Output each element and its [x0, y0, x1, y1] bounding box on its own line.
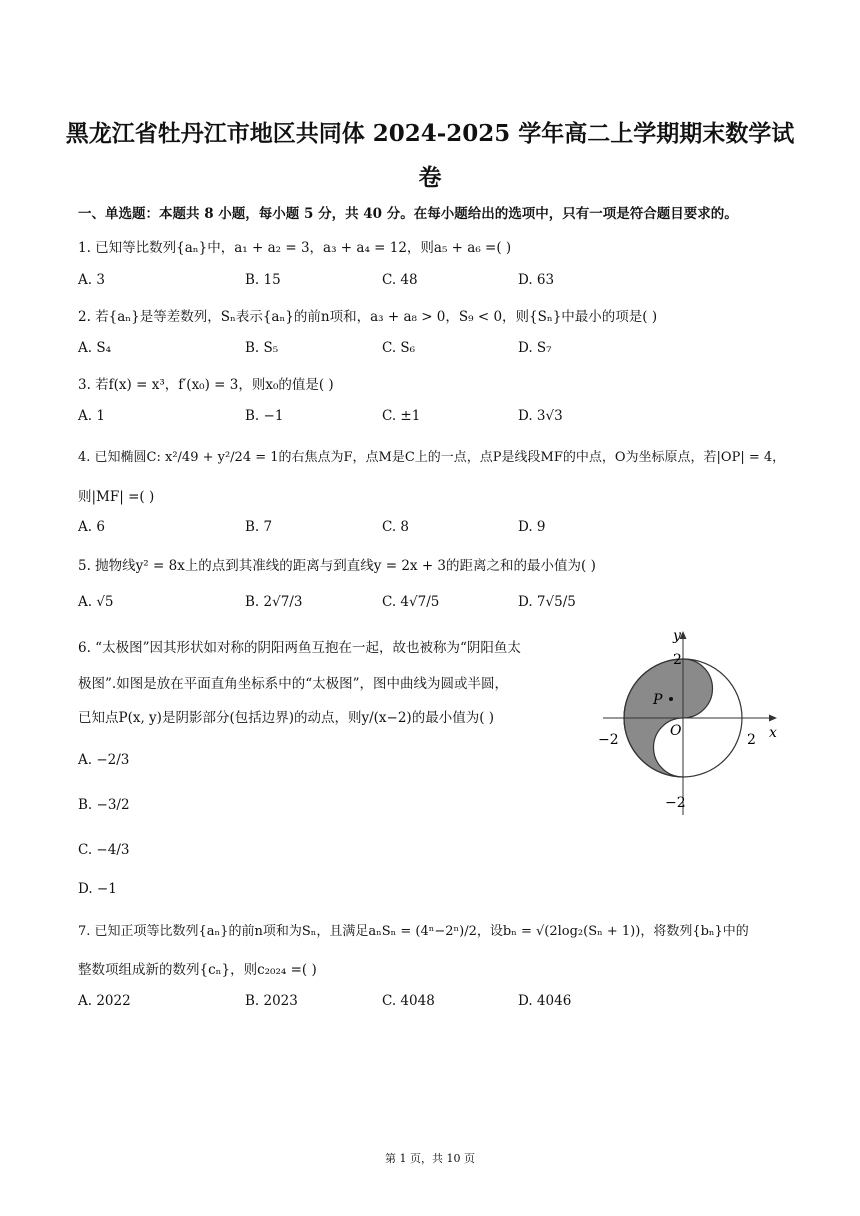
tick-bottom: −2 [665, 795, 686, 811]
tick-top: 2 [673, 652, 682, 668]
question-6-option-c: C. −4/3 [78, 842, 130, 858]
question-6-stem-cont-2: 已知点P(x, y)是阴影部分(包括边界)的动点，则y/(x−2)的最小值为( ) [78, 710, 495, 726]
question-4-option-c: C. 8 [382, 519, 410, 535]
question-2-option-d: D. S₇ [518, 340, 552, 356]
question-2-option-a: A. S₄ [78, 340, 111, 356]
question-1-option-a: A. 3 [78, 272, 105, 288]
question-3-option-b: B. −1 [245, 408, 284, 424]
question-1-option-c: C. 48 [382, 272, 418, 288]
question-1-option-b: B. 15 [245, 272, 281, 288]
point-p-label: P [653, 692, 663, 708]
question-1-stem: 1. 已知等比数列{aₙ}中，a₁ + a₂ = 3，a₃ + a₄ = 12，则a₅ + a₆ =( ) [78, 240, 512, 256]
question-4-stem: 4. 已知椭圆C: x²/49 + y²/24 = 1的右焦点为F，点M是C上的一点，点P是线段MF的中点，O为坐标原点，若|OP| = 4， [78, 450, 786, 465]
question-6-stem-cont: 极图”.如图是放在平面直角坐标系中的“太极图”，图中曲线为圆或半圆， [78, 676, 508, 692]
page-footer: 第 1 页，共 10 页 [385, 1152, 475, 1165]
x-axis-label: x [769, 725, 777, 741]
tick-right: 2 [747, 732, 756, 748]
question-7-stem: 7. 已知正项等比数列{aₙ}的前n项和为Sₙ，且满足aₙSₙ = (4ⁿ−2ⁿ)/2，设bₙ = √(2log₂(Sₙ + 1))，将数列{bₙ}中的 [78, 924, 749, 939]
question-5-option-a: A. √5 [78, 594, 114, 610]
section-heading: 一、单选题：本题共 8 小题，每小题 5 分，共 40 分。在每小题给出的选项中，只有一项是符合题目要求的。 [78, 206, 738, 222]
question-6-option-a: A. −2/3 [78, 752, 130, 768]
question-2-option-c: C. S₆ [382, 340, 416, 356]
question-5-option-d: D. 7√5/5 [518, 594, 576, 610]
question-5-option-b: B. 2√7/3 [245, 594, 303, 610]
document-title [60, 112, 800, 200]
question-3-option-d: D. 3√3 [518, 408, 563, 424]
question-1-option-d: D. 63 [518, 272, 555, 288]
question-7-stem-cont: 整数项组成新的数列{cₙ}，则c₂₀₂₄ =( ) [78, 962, 317, 978]
x-axis-arrow [769, 715, 777, 722]
question-4-stem-cont: 则|MF| =( ) [78, 489, 155, 505]
question-7-option-c: C. 4048 [382, 993, 435, 1009]
question-7-option-d: D. 4046 [518, 993, 572, 1009]
title-line-2: 卷 [418, 164, 442, 191]
question-5-stem: 5. 抛物线y² = 8x上的点到其准线的距离与到直线y = 2x + 3的距离之和的最小值为( ) [78, 558, 596, 574]
question-2-stem: 2. 若{aₙ}是等差数列，Sₙ表示{aₙ}的前n项和，a₃ + a₈ > 0，S₉ < 0，则{Sₙ}中最小的项是( ) [78, 309, 658, 325]
tick-left: −2 [598, 732, 619, 748]
origin-label: O [670, 723, 682, 739]
question-5-option-c: C. 4√7/5 [382, 594, 440, 610]
taiji-figure [595, 625, 785, 825]
title-line-1: 黑龙江省牡丹江市地区共同体 2024-2025 学年高二上学期期末数学试 [65, 120, 795, 147]
point-p-dot [669, 697, 673, 701]
question-3-stem: 3. 若f(x) = x³，f′(x₀) = 3，则x₀的值是( ) [78, 377, 334, 393]
question-7-option-a: A. 2022 [78, 993, 131, 1009]
question-7-option-b: B. 2023 [245, 993, 298, 1009]
question-6-stem: 6. “太极图”因其形状如对称的阴阳两鱼互抱在一起，故也被称为“阴阳鱼太 [78, 640, 521, 656]
question-4-option-b: B. 7 [245, 519, 273, 535]
question-3-option-c: C. ±1 [382, 408, 421, 424]
question-4-option-d: D. 9 [518, 519, 546, 535]
question-6-option-b: B. −3/2 [78, 797, 130, 813]
question-6-option-d: D. −1 [78, 881, 117, 897]
taiji-figure-svg [595, 625, 785, 825]
question-4-option-a: A. 6 [78, 519, 105, 535]
question-3-option-a: A. 1 [78, 408, 105, 424]
y-axis-label: y [673, 628, 681, 644]
question-2-option-b: B. S₅ [245, 340, 279, 356]
